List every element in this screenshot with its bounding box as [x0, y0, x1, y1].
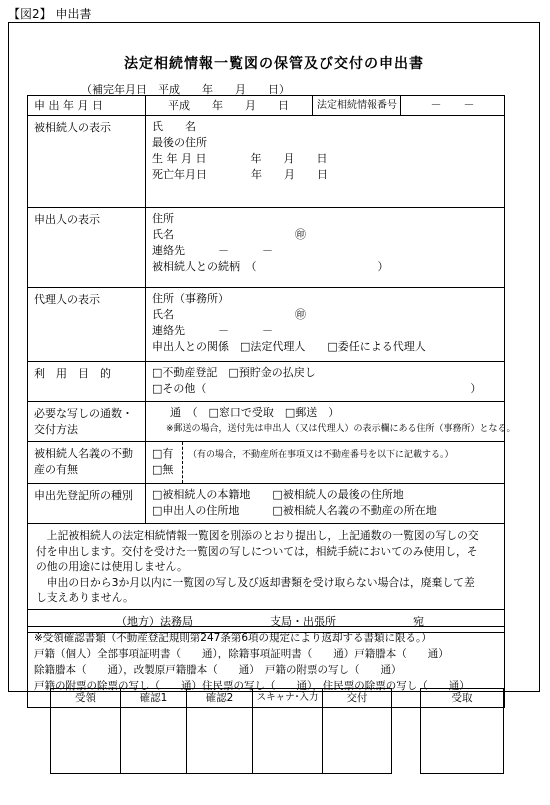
stamp-header-received: 受領	[51, 689, 121, 707]
row-applicant	[28, 208, 504, 288]
agent-address: 住所（事務所）	[152, 292, 229, 305]
supplement-date: （補完年月日 平成 年 月 日）	[81, 83, 290, 96]
label-copies: 必要な写しの通数・交付方法	[28, 402, 146, 441]
applicant-address: 住所	[152, 212, 174, 225]
statement-block	[28, 524, 504, 610]
row-real-estate	[28, 442, 504, 484]
application-date-value: 平成 年 月 日	[168, 99, 289, 112]
office-stamp-table	[50, 688, 392, 774]
label-applicant: 申出人の表示	[28, 208, 146, 287]
purpose-other: □その他（ ）	[152, 382, 482, 395]
copies-mail-note: ※郵送の場合，送付先は申出人（又は代理人）の表示欄にある住所（事務所）となる。	[166, 424, 516, 434]
applicant-contact: 連絡先 － －	[152, 244, 273, 257]
field-real-estate[interactable]	[146, 442, 504, 483]
deceased-name: 氏 名	[152, 120, 196, 133]
deceased-birth-date: 生 年 月 日 年 月 日	[152, 152, 328, 165]
statement-line: 申出の日から3か月以内に一覧図の写し及び返却書類を受け取らない場合は，廃棄して差	[36, 575, 475, 589]
row-registry	[28, 484, 504, 524]
deceased-last-address: 最後の住所	[152, 136, 207, 149]
field-copies[interactable]	[146, 402, 516, 441]
label-real-estate: 被相続人名義の不動産の有無	[28, 442, 146, 483]
applicant-relation: 被相続人との続柄 （ ）	[152, 260, 389, 273]
application-form	[27, 95, 516, 633]
row-copies	[28, 402, 516, 442]
statement-line: し支えありません。	[36, 591, 134, 604]
registry-options-1: □被相続人の本籍地 □被相続人の最後の住所地	[152, 488, 404, 501]
label-application-date: 申 出 年 月 日	[28, 96, 146, 115]
application-sheet	[8, 22, 540, 692]
notes-line: 除籍謄本（ 通），改製原戸籍謄本（ 通） 戸籍の附票の写し（ 通）	[34, 664, 402, 676]
pickup-stamp-table	[420, 688, 504, 774]
field-applicant[interactable]	[146, 208, 504, 287]
label-agent: 代理人の表示	[28, 288, 146, 361]
row-application-date	[28, 96, 504, 116]
field-registry[interactable]	[146, 484, 504, 523]
field-deceased[interactable]	[146, 116, 504, 207]
stamp-cell-issue[interactable]	[323, 708, 391, 774]
deceased-death-date: 死亡年月日 年 月 日	[152, 168, 328, 181]
label-registry: 申出先登記所の種別	[28, 484, 146, 523]
stamp-header-check1: 確認1	[121, 689, 187, 707]
stamp-header-issue: 交付	[346, 692, 368, 704]
agent-name: 氏名 ㊞	[152, 308, 306, 321]
stamp-cell-pickup[interactable]	[421, 708, 503, 774]
field-purpose[interactable]	[146, 362, 504, 401]
stamp-cell-check2[interactable]	[187, 708, 253, 774]
statement-line: の他の用途には使用しません。	[36, 560, 188, 573]
stamp-cell-check1[interactable]	[121, 708, 187, 774]
row-deceased	[28, 116, 504, 208]
label-purpose: 利 用 目 的	[28, 362, 146, 401]
copies-method: 通 （ □窓口で受取 □郵送 ）	[170, 406, 340, 419]
stamp-header-pickup: 受取	[451, 692, 473, 704]
stamp-header-scan: スキャナ･入力	[253, 689, 323, 707]
label-info-number: 法定相続情報番号	[312, 96, 409, 115]
agent-contact: 連絡先 － －	[152, 324, 273, 337]
field-application-date[interactable]	[146, 96, 504, 115]
purpose-options: □不動産登記 □預貯金の払戻し	[152, 366, 316, 379]
stamp-header-check2: 確認2	[187, 689, 253, 707]
row-agent	[28, 288, 504, 362]
stamp-cell-scan[interactable]	[253, 708, 323, 774]
label-deceased: 被相続人の表示	[28, 116, 146, 207]
office-line[interactable]: （地方）法務局 支局・出張所 宛	[116, 615, 424, 628]
applicant-name: 氏名 ㊞	[152, 228, 306, 241]
checkbox-yes[interactable]: □有	[152, 447, 174, 460]
statement-line: 上記被相続人の法定相続情報一覧図を別添のとおり提出し，上記通数の一覧図の写しの交	[36, 529, 479, 542]
agent-relation: 申出人との関係 □法定代理人 □委任による代理人	[152, 340, 426, 353]
stamp-cell-received[interactable]	[51, 708, 121, 774]
field-info-number[interactable]: － －	[400, 96, 504, 115]
field-agent[interactable]	[146, 288, 504, 361]
statement-line: 付を申出します。交付を受けた一覧図の写しについては，相続手続においてのみ使用し，そ	[36, 544, 478, 558]
figure-label: 【図2】 申出書	[8, 7, 92, 21]
checkbox-no[interactable]: □無	[152, 463, 174, 476]
form-title: 法定相続情報一覧図の保管及び交付の申出書	[124, 56, 424, 72]
notes-line: 戸籍の附票の除票の写し（ 通）住民票の写し（ 通），住民票の除票の写し（ 通）	[34, 680, 470, 692]
real-estate-note: （有の場合，不動産所在事項又は不動産番号を以下に記載する。）	[188, 450, 454, 460]
row-purpose	[28, 362, 504, 402]
registry-options-2: □申出人の住所地 □被相続人名義の不動産の所在地	[152, 504, 437, 517]
notes-title: ※受領確認書類（不動産登記規則第247条第6項の規定により返却する書類に限る。）	[34, 632, 432, 644]
notes-line: 戸籍（個人）全部事項証明書（ 通），除籍事項証明書（ 通）戸籍謄本（ 通）	[34, 648, 449, 660]
